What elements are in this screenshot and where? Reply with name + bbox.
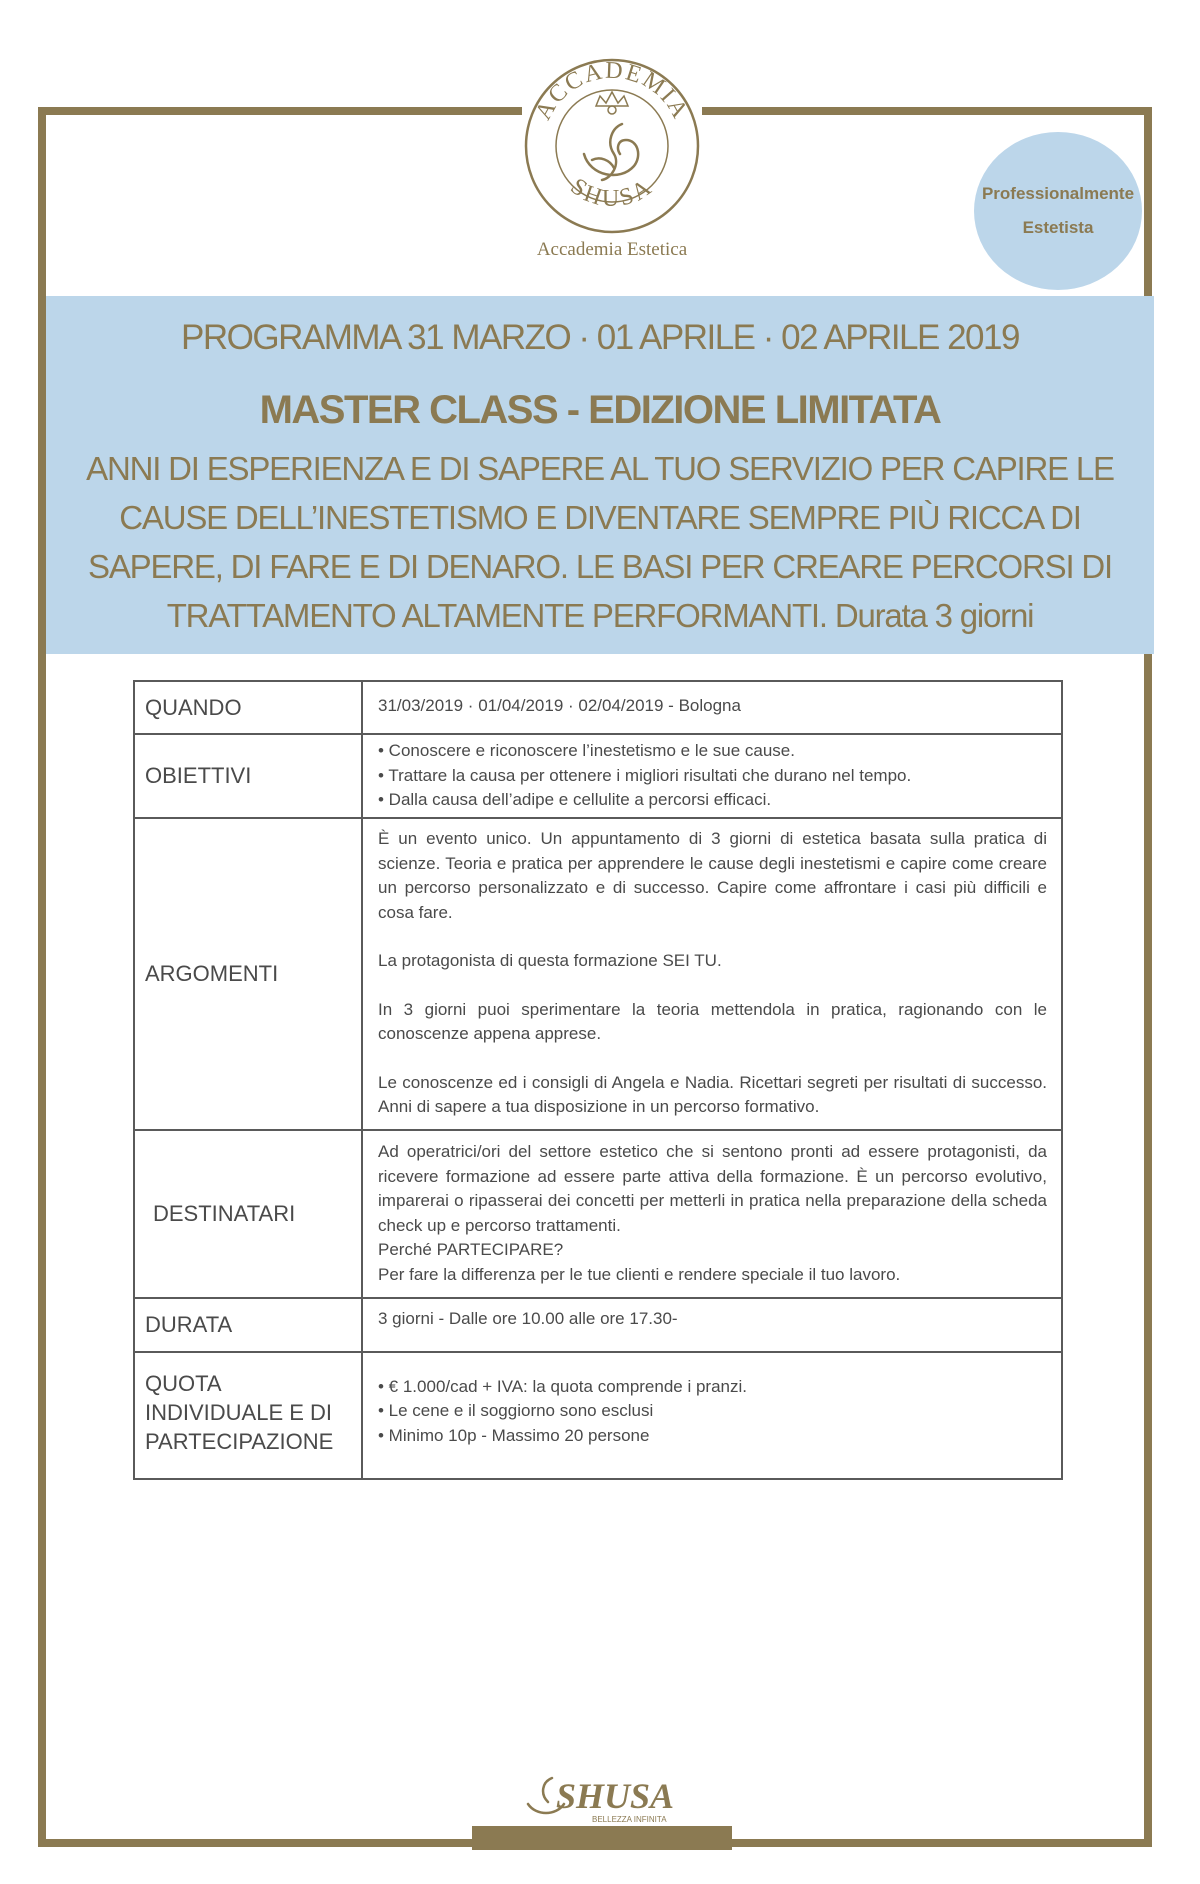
value-obiettivi: [362, 734, 1062, 818]
logo-emblem: [522, 56, 702, 236]
professional-badge: [974, 132, 1142, 290]
footer-logo-svg: [522, 1760, 682, 1832]
paragraph: In 3 giorni puoi sperimentare la teoria mettendola in pratica, ragionando con le conoscenze appena apprese.: [378, 999, 1047, 1044]
shusa-footer-logo: [522, 1760, 682, 1832]
label-destinatari: DESTINATARI: [134, 1130, 362, 1298]
value-destinatari: [362, 1130, 1062, 1298]
paragraph: Ad operatrici/ori del settore estetico che si sentono pronti ad essere protagonisti, da ricevere formazione ad essere parte attiva della formazione. È un percorso evolutivo, imparerai o ripasserai dei concetti per metterli in pratica nella preparazione della scheda check up e percorso trattamenti.: [378, 1142, 1047, 1235]
table-row-quota: [134, 1352, 1062, 1479]
crown-icon: [596, 92, 628, 114]
table-row-quando: [134, 681, 1062, 734]
program-dates: PROGRAMMA 31 MARZO · 01 APRILE · 02 APRILE 2019: [181, 318, 1019, 357]
master-class-title: MASTER CLASS - EDIZIONE LIMITATA: [259, 388, 941, 432]
swan-icon: [584, 124, 638, 180]
table-row-argomenti: [134, 818, 1062, 1130]
table-row-destinatari: [134, 1130, 1062, 1298]
accademia-logo: [522, 56, 702, 268]
label-durata: DURATA: [134, 1298, 362, 1352]
value-durata: 3 giorni - Dalle ore 10.00 alle ore 17.30-: [362, 1298, 1062, 1352]
list-item: • Minimo 10p - Massimo 20 persone: [378, 1425, 650, 1445]
logo-ring-top: ACCADEMIA: [530, 57, 694, 125]
table-row-obiettivi: [134, 734, 1062, 818]
label-obiettivi: OBIETTIVI: [134, 734, 362, 818]
header-banner: [46, 296, 1154, 654]
paragraph: La protagonista di questa formazione SEI TU.: [378, 951, 722, 971]
footer-brand: SHUSA: [556, 1776, 675, 1816]
list-item: • Trattare la causa per ottenere i migliori risultati che durano nel tempo.: [378, 765, 912, 785]
label-quando: QUANDO: [134, 681, 362, 734]
logo-ring-bottom: SHUSA: [565, 173, 659, 213]
value-quota: [362, 1352, 1062, 1479]
value-argomenti: [362, 818, 1062, 1130]
footer-bar: [472, 1826, 732, 1850]
value-quando: 31/03/2019 · 01/04/2019 · 02/04/2019 - Bologna: [362, 681, 1062, 734]
paragraph: Per fare la differenza per le tue clienti e rendere speciale il tuo lavoro.: [378, 1264, 901, 1284]
table-row-durata: [134, 1298, 1062, 1352]
list-item: • € 1.000/cad + IVA: la quota comprende i pranzi.: [378, 1376, 748, 1396]
program-table: [133, 680, 1063, 1480]
label-argomenti: ARGOMENTI: [134, 818, 362, 1130]
badge-line-2: Estetista: [1022, 218, 1094, 237]
list-item: • Conoscere e riconoscere l’inestetismo e le sue cause.: [378, 741, 795, 760]
list-item: • Dalla causa dell’adipe e cellulite a percorsi efficaci.: [378, 790, 772, 809]
list-item: • Le cene e il soggiorno sono esclusi: [378, 1401, 654, 1420]
paragraph: Le conoscenze ed i consigli di Angela e Nadia. Ricettari segreti per risultati di successo. Anni di sapere a tua disposizione in un percorso formativo.: [378, 1072, 1047, 1117]
paragraph: Perché PARTECIPARE?: [378, 1240, 564, 1259]
badge-line-1: Professionalmente: [981, 184, 1135, 203]
banner-description: ANNI DI ESPERIENZA E DI SAPERE AL TUO SERVIZIO PER CAPIRE LE CAUSE DELL’INESTETISMO E DIVENTARE SEMPRE PIÙ RICCA DI SAPERE, DI FARE E DI DENARO. LE BASI PER CREARE PERCORSI DI TRATTAMENTO ALTAMENTE PERFORMANTI. Durata 3 giorni: [86, 450, 1114, 634]
footer-tagline: BELLEZZA INFINITA: [592, 1815, 667, 1824]
paragraph: È un evento unico. Un appuntamento di 3 giorni di estetica basata sulla pratica di scienze. Teoria e pratica per apprendere le cause degli inestetismi e capire come creare un percorso personalizzato e di successo. Capire come affrontare i casi più difficili e cosa fare.: [378, 829, 1047, 922]
label-quota: QUOTA INDIVIDUALE E DI PARTECIPAZIONE: [134, 1352, 362, 1479]
logo-caption: Accademia Estetica: [536, 239, 688, 260]
svg-text:SHUSA: [566, 173, 659, 212]
